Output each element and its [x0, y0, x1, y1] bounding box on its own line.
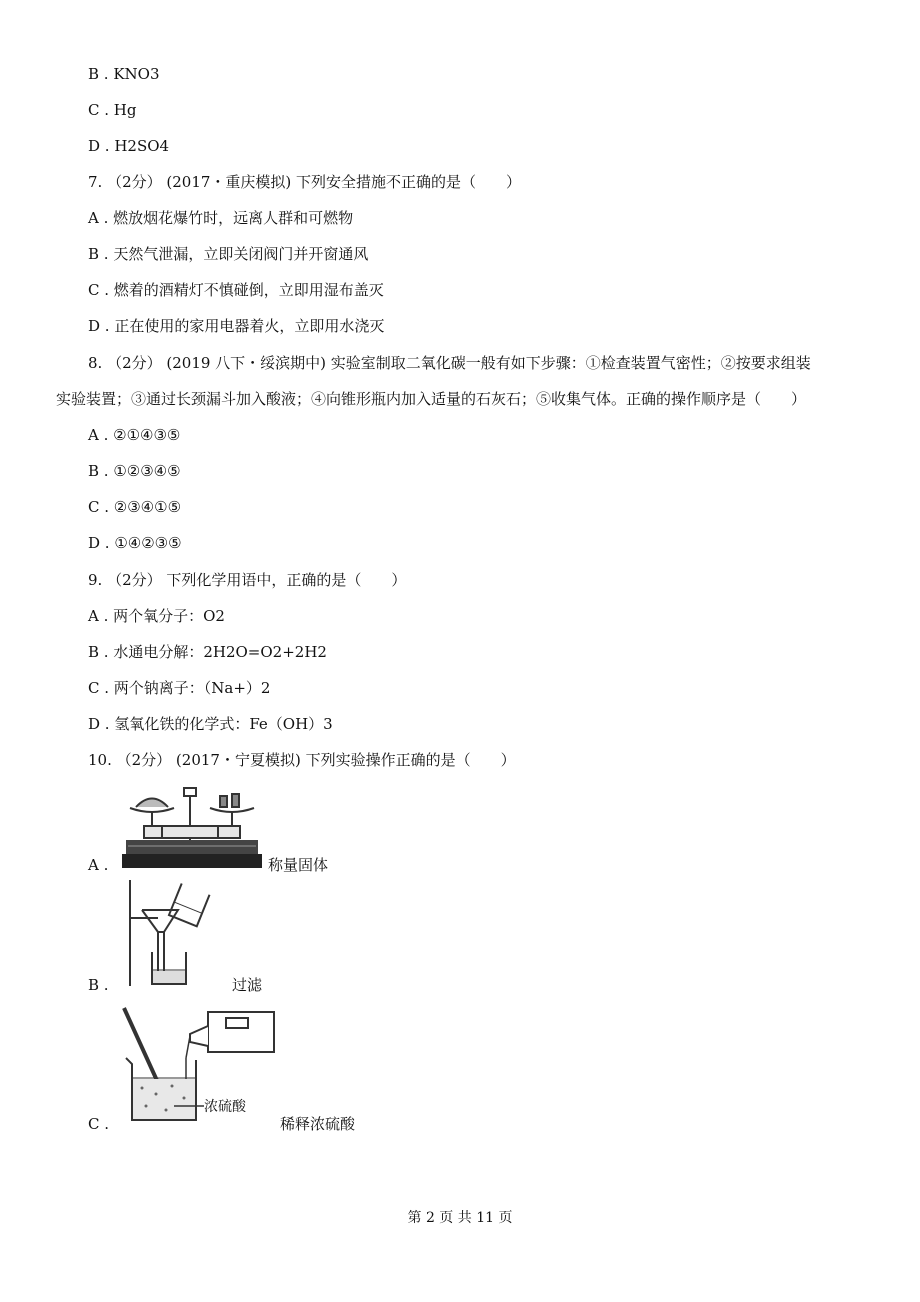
q10-option-a-caption: 称量固体 — [268, 856, 329, 874]
q8-option-a: A . ②①④③⑤ — [88, 426, 181, 444]
q10-option-b-label: B . — [88, 976, 109, 994]
q7-option-b: B . 天然气泄漏，立即关闭阀门并开窗通风 — [88, 245, 369, 263]
q10-option-c-label: C . — [88, 1115, 110, 1133]
q8-option-b: B . ①②③④⑤ — [88, 462, 181, 480]
q9-stem: 9. （2分） 下列化学用语中，正确的是（ ） — [88, 571, 407, 589]
q10-option-c-caption: 稀释浓硫酸 — [280, 1115, 356, 1133]
concentrated-sulfuric-acid-label: 浓硫酸 — [204, 1099, 246, 1115]
balance-figure — [122, 780, 262, 872]
q6-option-d: D . H2SO4 — [88, 137, 170, 155]
q9-option-d: D . 氢氧化铁的化学式：Fe（OH）3 — [88, 715, 333, 733]
q6-option-b: B . KNO3 — [88, 65, 160, 83]
q10-option-a-label: A . — [88, 856, 109, 874]
q10-stem: 10. （2分） (2017・宁夏模拟) 下列实验操作正确的是（ ） — [88, 751, 516, 769]
q7-option-d: D . 正在使用的家用电器着火，立即用水浇灭 — [88, 317, 385, 335]
q6-option-c: C . Hg — [88, 101, 137, 119]
q8-option-d: D . ①④②③⑤ — [88, 534, 182, 552]
q9-option-a: A . 两个氧分子：O2 — [88, 607, 225, 625]
q8-stem-line1: 8. （2分） (2019 八下・绥滨期中) 实验室制取二氧化碳一般有如下步骤：①检查装置气密性；②按要求组装 — [88, 354, 811, 372]
q10-option-b-caption: 过滤 — [232, 976, 263, 994]
filtration-figure — [122, 876, 230, 988]
q9-option-b: B . 水通电分解：2H2O=O2+2H2 — [88, 643, 327, 661]
q7-option-c: C . 燃着的酒精灯不慎碰倒，立即用湿布盖灭 — [88, 281, 384, 299]
q8-option-c: C . ②③④①⑤ — [88, 498, 182, 516]
page-footer: 第 2 页 共 11 页 — [407, 1210, 513, 1226]
dilution-figure — [116, 1002, 278, 1124]
q7-option-a: A . 燃放烟花爆竹时，远离人群和可燃物 — [88, 209, 354, 227]
q8-stem-line2: 实验装置；③通过长颈漏斗加入酸液；④向锥形瓶内加入适量的石灰石；⑤收集气体。正确的操作顺序是（ ） — [56, 390, 807, 408]
q9-option-c: C . 两个钠离子：（Na+）2 — [88, 679, 271, 697]
q7-stem: 7. （2分） (2017・重庆模拟) 下列安全措施不正确的是（ ） — [88, 173, 522, 191]
